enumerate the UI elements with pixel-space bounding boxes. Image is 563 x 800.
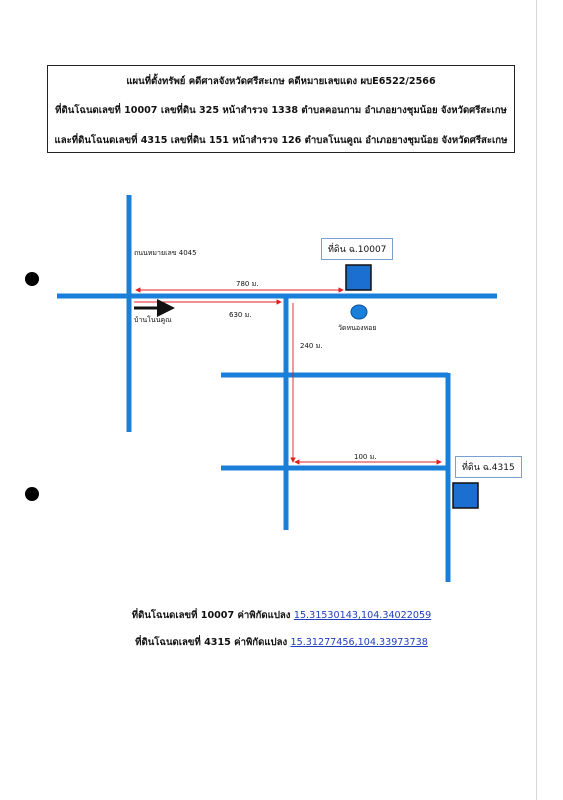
title-line-3: และที่ดินโฉนดเลขที่ 4315 เลขที่ดิน 151 หน้าสำรวจ 126 ตำบลโนนคูณ อำเภอยางชุมน้อย จังหวัดศรีสะเกษ — [54, 135, 508, 146]
footer-parcel-10007-text: ที่ดินโฉนดเลขที่ 10007 ค่าพิกัดแปลง — [131, 610, 291, 621]
village-label: บ้านโนนคูณ — [134, 316, 172, 324]
roads — [57, 195, 497, 582]
parcel-4315-label: ที่ดิน ฉ.4315 — [455, 456, 522, 478]
parcel-4315-marker — [453, 483, 478, 508]
temple-marker — [351, 305, 367, 319]
road-label: ถนนหมายเลข 4045 — [134, 249, 197, 257]
distance-100-label: 100 ม. — [354, 453, 377, 461]
parcel-10007-marker — [346, 265, 371, 290]
distance-630-label: 630 ม. — [229, 311, 252, 319]
footer-parcel-10007 — [0, 608, 563, 623]
title-line-2: ที่ดินโฉนดเลขที่ 10007 เลขที่ดิน 325 หน้าสำรวจ 1338 ตำบลคอนกาม อำเภอยางชุมน้อย จังหวัดศรีสะเกษ — [55, 105, 507, 116]
footer-parcel-4315-text: ที่ดินโฉนดเลขที่ 4315 ค่าพิกัดแปลง — [135, 637, 288, 648]
footer-parcel-4315-coord[interactable]: 15.31277456,104.33973738 — [290, 637, 428, 648]
parcel-10007-label: ที่ดิน ฉ.10007 — [321, 238, 393, 260]
temple-label: วัดหนองหอย — [338, 324, 377, 332]
distance-780-label: 780 ม. — [236, 280, 259, 288]
distance-240-label: 240 ม. — [300, 342, 323, 350]
title-line-1: แผนที่ตั้งทรัพย์ คดีศาลจังหวัดศรีสะเกษ คดีหมายเลขแดง ผบE6522/2566 — [126, 76, 436, 87]
footer-parcel-4315 — [0, 635, 563, 650]
footer-parcel-10007-coord[interactable]: 15.31530143,104.34022059 — [293, 610, 432, 621]
